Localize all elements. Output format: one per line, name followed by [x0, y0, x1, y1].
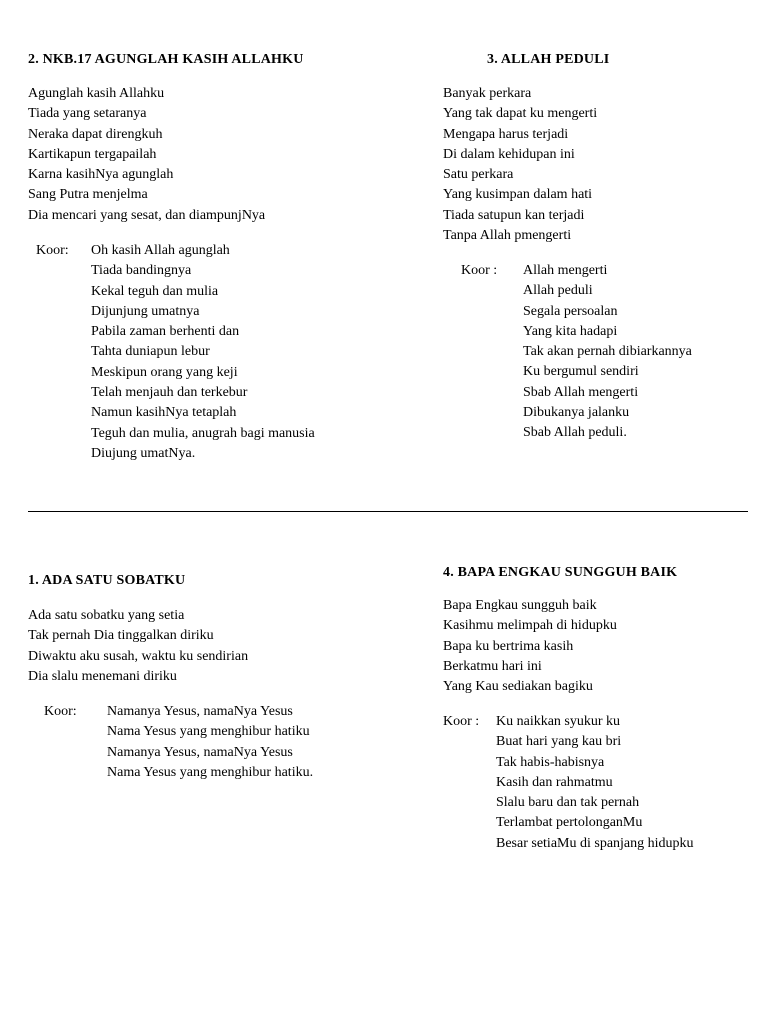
chorus-line: Namanya Yesus, namaNya Yesus	[107, 744, 293, 760]
chorus-line: Oh kasih Allah agunglah	[91, 243, 230, 258]
koor-label: Koor :	[461, 263, 498, 278]
song-verse	[443, 596, 617, 697]
chorus-line: Dijunjung umatnya	[91, 303, 200, 319]
verse-line: Bapa Engkau sungguh baik	[443, 598, 597, 613]
chorus-line: Buat hari yang kau bri	[496, 734, 622, 750]
verse-line: Karna kasihNya agunglah	[28, 167, 174, 183]
chorus-line: Tahta duniapun lebur	[91, 344, 210, 360]
song-chorus	[523, 261, 692, 444]
chorus-line: Pabila zaman berhenti dan	[91, 324, 240, 340]
chorus-line: Allah peduli	[523, 283, 593, 299]
verse-line: Tak pernah Dia tinggalkan diriku	[28, 628, 214, 644]
koor-label: Koor:	[36, 243, 69, 258]
verse-line: Dia slalu menemani diriku	[28, 668, 177, 684]
verse-line: Di dalam kehidupan ini	[443, 146, 575, 162]
song-title: 1. ADA SATU SOBATKU	[28, 573, 186, 588]
chorus-line: Besar setiaMu di spanjang hidupku	[496, 835, 694, 851]
chorus-line: Sbab Allah peduli.	[523, 425, 627, 441]
song-title: 2. NKB.17 AGUNGLAH KASIH ALLAHKU	[28, 52, 304, 67]
verse-line: Kartikapun tergapailah	[28, 146, 157, 162]
verse-line: Satu perkara	[443, 167, 514, 183]
chorus-line: Allah mengerti	[523, 263, 608, 278]
song-verse	[28, 606, 248, 687]
verse-line: Yang tak dapat ku mengerti	[443, 106, 598, 122]
verse-line: Neraka dapat direngkuh	[28, 126, 163, 142]
chorus-line: Dibukanya jalanku	[523, 405, 630, 421]
chorus-line: Tak habis-habisnya	[496, 754, 605, 770]
verse-line: Ada satu sobatku yang setia	[28, 608, 185, 623]
song-chorus	[496, 712, 694, 854]
verse-line: Banyak perkara	[443, 86, 532, 101]
verse-line: Kasihmu melimpah di hidupku	[443, 618, 617, 634]
verse-line: Berkatmu hari ini	[443, 658, 542, 674]
song-verse	[28, 84, 265, 226]
chorus-line: Telah menjauh dan terkebur	[91, 385, 248, 401]
chorus-line: Terlambat pertolonganMu	[496, 815, 643, 831]
verse-line: Tiada satupun kan terjadi	[443, 207, 585, 223]
verse-line: Agunglah kasih Allahku	[28, 86, 165, 101]
chorus-line: Namun kasihNya tetaplah	[91, 405, 237, 421]
chorus-line: Slalu baru dan tak pernah	[496, 795, 640, 811]
section-divider	[28, 511, 748, 512]
song-chorus	[107, 702, 313, 783]
chorus-line: Ku naikkan syukur ku	[496, 714, 621, 729]
verse-line: Yang kusimpan dalam hati	[443, 187, 593, 203]
chorus-line: Yang kita hadapi	[523, 323, 618, 339]
verse-line: Sang Putra menjelma	[28, 187, 148, 203]
chorus-line: Ku bergumul sendiri	[523, 364, 639, 380]
chorus-line: Segala persoalan	[523, 303, 618, 319]
verse-line: Yang Kau sediakan bagiku	[443, 679, 593, 695]
chorus-line: Tak akan pernah dibiarkannya	[523, 344, 692, 360]
chorus-line: Kekal teguh dan mulia	[91, 283, 219, 299]
song-chorus	[91, 241, 315, 464]
song-title: 3. ALLAH PEDULI	[487, 52, 610, 67]
chorus-line: Diujung umatNya.	[91, 445, 196, 461]
chorus-line: Sbab Allah mengerti	[523, 384, 639, 400]
chorus-line: Nama Yesus yang menghibur hatiku	[107, 724, 310, 740]
song-title: 4. BAPA ENGKAU SUNGGUH BAIK	[443, 565, 678, 580]
chorus-line: Teguh dan mulia, anugrah bagi manusia	[91, 425, 315, 441]
chorus-line: Namanya Yesus, namaNya Yesus	[107, 704, 293, 719]
chorus-line: Kasih dan rahmatmu	[496, 774, 613, 790]
verse-line: Diwaktu aku susah, waktu ku sendirian	[28, 648, 249, 664]
chorus-line: Tiada bandingnya	[91, 263, 192, 279]
verse-line: Dia mencari yang sesat, dan diampunjNya	[28, 207, 266, 223]
song-verse	[443, 84, 597, 246]
verse-line: Bapa ku bertrima kasih	[443, 638, 574, 654]
chorus-line: Meskipun orang yang keji	[91, 364, 238, 380]
verse-line: Tanpa Allah pmengerti	[443, 228, 572, 244]
chorus-line: Nama Yesus yang menghibur hatiku.	[107, 764, 314, 780]
koor-label: Koor :	[443, 714, 480, 729]
koor-label: Koor:	[44, 704, 77, 719]
verse-line: Mengapa harus terjadi	[443, 126, 569, 142]
verse-line: Tiada yang setaranya	[28, 106, 147, 122]
